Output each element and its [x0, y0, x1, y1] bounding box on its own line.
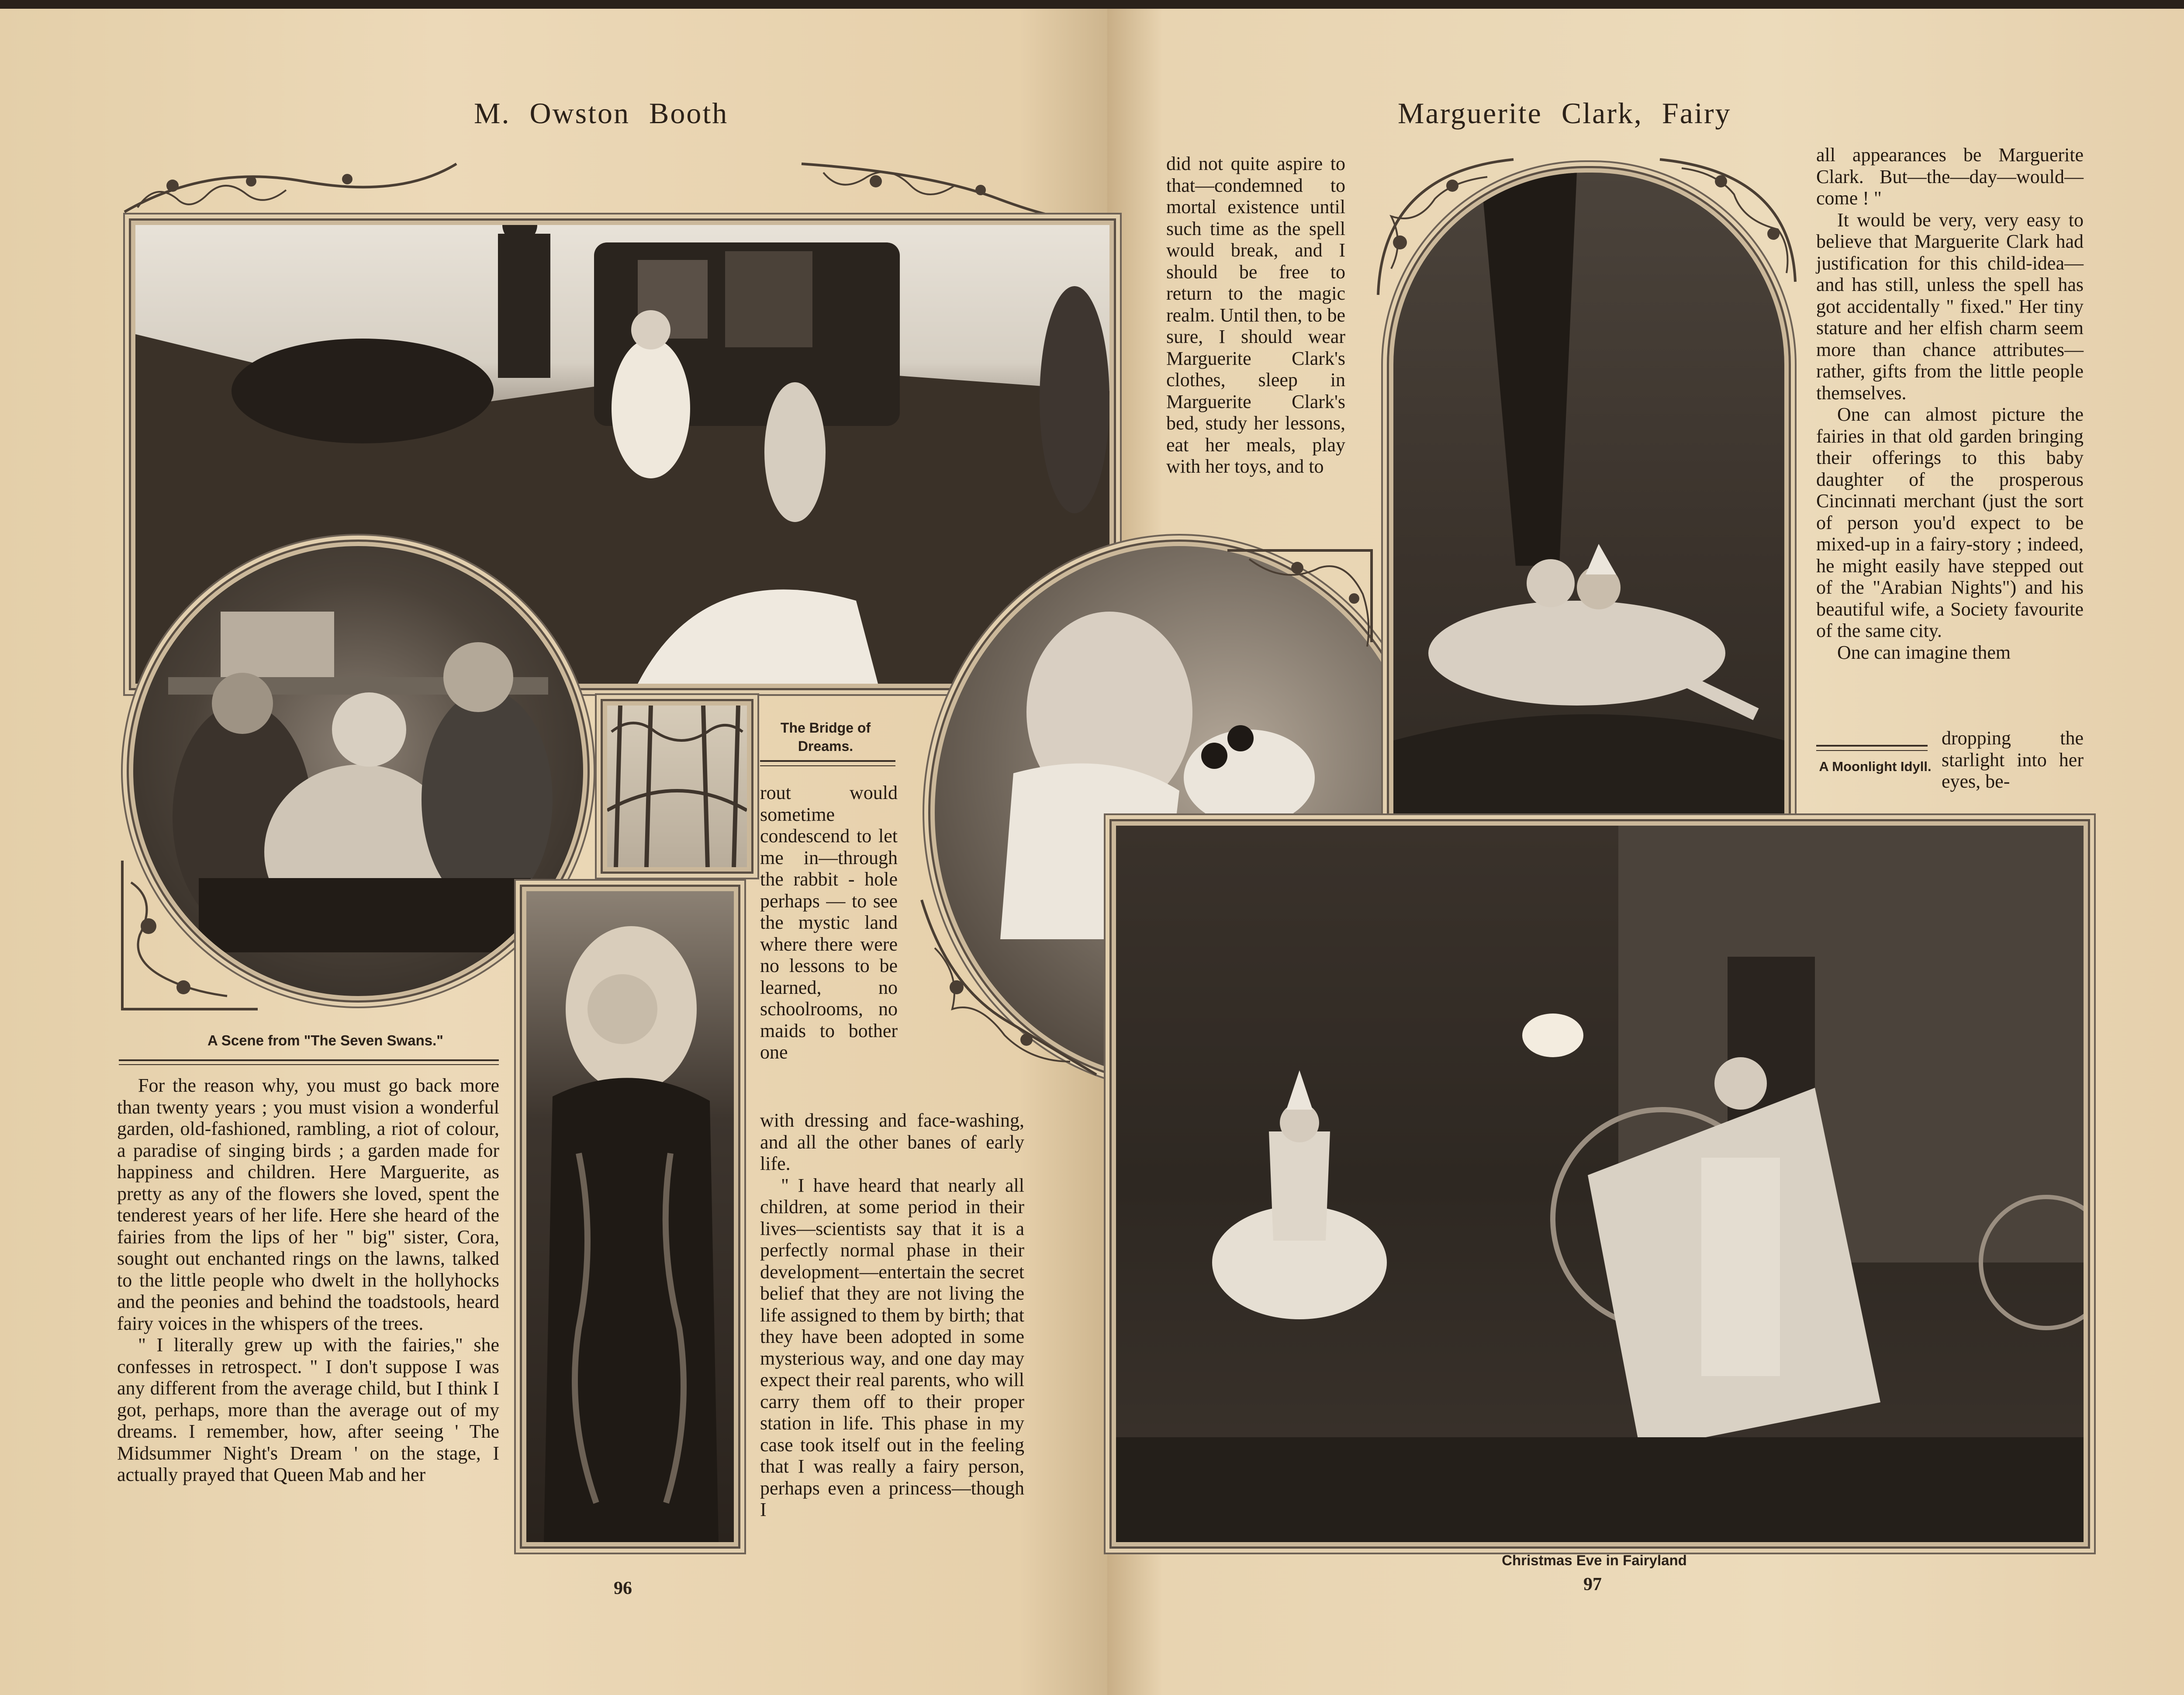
page-number-left: 96 — [614, 1578, 632, 1598]
right-column-2 — [1816, 144, 2084, 663]
caption-christmas-eve: Christmas Eve in Fairyland — [1502, 1552, 1687, 1568]
right-col2-paragraph-4: One can imagine them — [1837, 641, 2011, 663]
ornament-center-upper — [1223, 542, 1376, 647]
left-column-2-narrow: rout would sometime condescend to let me in—through the rabbit - hole perhaps — to see the mystic land where there were no lessons to be learned, no schoolrooms, no maids to bother one — [760, 782, 898, 1063]
ornament-lower-left — [118, 856, 262, 1014]
caption-bridge-of-dreams: The Bridge of Dreams. — [780, 720, 871, 754]
photo-portrait-marguerite — [522, 887, 738, 1546]
rule-moonlight-1 — [1816, 745, 1928, 747]
page-number-right: 97 — [1583, 1574, 1602, 1595]
ornament-arch-left — [1374, 155, 1518, 299]
left-col1-paragraph-1: For the reason why, you must go back more than twenty years ; you must vision a wonderful garden, old-fashioned, rambling, a riot of colour, a paradise of singing birds ; a garden made for happiness and children. Here Marguerite, as pretty as any of the flowers she loved, spent the tenderest years of her life. Here she heard of the fairies from the lips of her " big" sister, Cora, sought out enchanted rings on the lawns, talked to the little people who dwelt in the hollyhocks and the peonies and behind the toadstools, heard fairy voices in the whispers of the trees. — [117, 1075, 499, 1334]
photo-bridge-of-dreams — [603, 701, 751, 872]
ornament-arch-right — [1655, 155, 1800, 286]
right-column-1: did not quite aspire to that—condemned to mortal existence until such time as the spell would break, and I should be free to return to the magic realm. Until then, to be sure, I should wear Marguerite Clark's clothes, sleep in Marguerite Clark's bed, study her lessons, eat her meals, play with her toys, and to — [1166, 153, 1345, 477]
rule-moonlight-2 — [1816, 750, 1928, 751]
right-column-2-tail: dropping the starlight into her eyes, be- — [1942, 727, 2084, 792]
rule-left-2 — [119, 1064, 499, 1065]
caption-moonlight-idyll: A Moonlight Idyll. — [1819, 759, 1932, 774]
running-head-left: M. Owston Booth — [474, 97, 729, 130]
left-column-2-wide — [760, 1110, 1024, 1521]
photo-christmas-eve — [1112, 821, 2088, 1546]
right-col2-paragraph-1: all appearances be Marguerite Clark. But—the—day—would—come ! " — [1816, 144, 2084, 209]
ornament-top-right — [797, 155, 1107, 225]
left-col1-paragraph-2: " I literally grew up with the fairies," she confesses in retrospect. " I don't suppose I was any different from the average child, but I think I got, perhaps, more than the average out of my dreams. I remember, how, after seeing ' The Midsummer Night's Dream ' on the stage, I actually prayed that Queen Mab and her — [117, 1334, 499, 1485]
rule-left-1 — [119, 1059, 499, 1061]
right-col2-paragraph-3: One can almost picture the fairies in that old garden bringing their offerings to this baby daughter of the prosperous Cincinnati merchant (just the sort of person you'd expect to be mixed-up in a fairy-story ; indeed, he might easily have stepped out of the "Arabian Nights") and his beautiful wife, a Society favourite of the same city. — [1816, 404, 2084, 641]
caption-seven-swans: A Scene from "The Seven Swans." — [207, 1032, 443, 1048]
rule-bridge-2 — [760, 765, 895, 766]
running-head-right: Marguerite Clark, Fairy — [1398, 97, 1731, 130]
left-column-1 — [117, 1075, 499, 1486]
left-col2-paragraph-1: with dressing and face-washing, and all the other banes of early life. — [760, 1110, 1024, 1174]
left-col2-paragraph-2: " I have heard that nearly all children, at some period in their lives—scientists say that it is a perfectly normal phase in their development—entertain the secret belief that they are not living the life assigned to them by birth; that they have been adopted in some mysterious way, and one day may expect their real parents, who will carry them off to their proper station in life. This phase in my case took itself out in the feeling that I was really a fairy person, perhaps even a princess—though I — [760, 1174, 1024, 1520]
ornament-center-lower — [917, 896, 1101, 1079]
rule-bridge-1 — [760, 760, 895, 762]
ornament-top-left — [120, 155, 461, 216]
right-col2-paragraph-2: It would be very, very easy to believe that Marguerite Clark had justification for this child-idea—and has still, unless the spell has got accidentally " fixed." Her tiny stature and her elfish charm seem more than chance attributes—rather, gifts from the little people themselves. — [1816, 209, 2084, 404]
